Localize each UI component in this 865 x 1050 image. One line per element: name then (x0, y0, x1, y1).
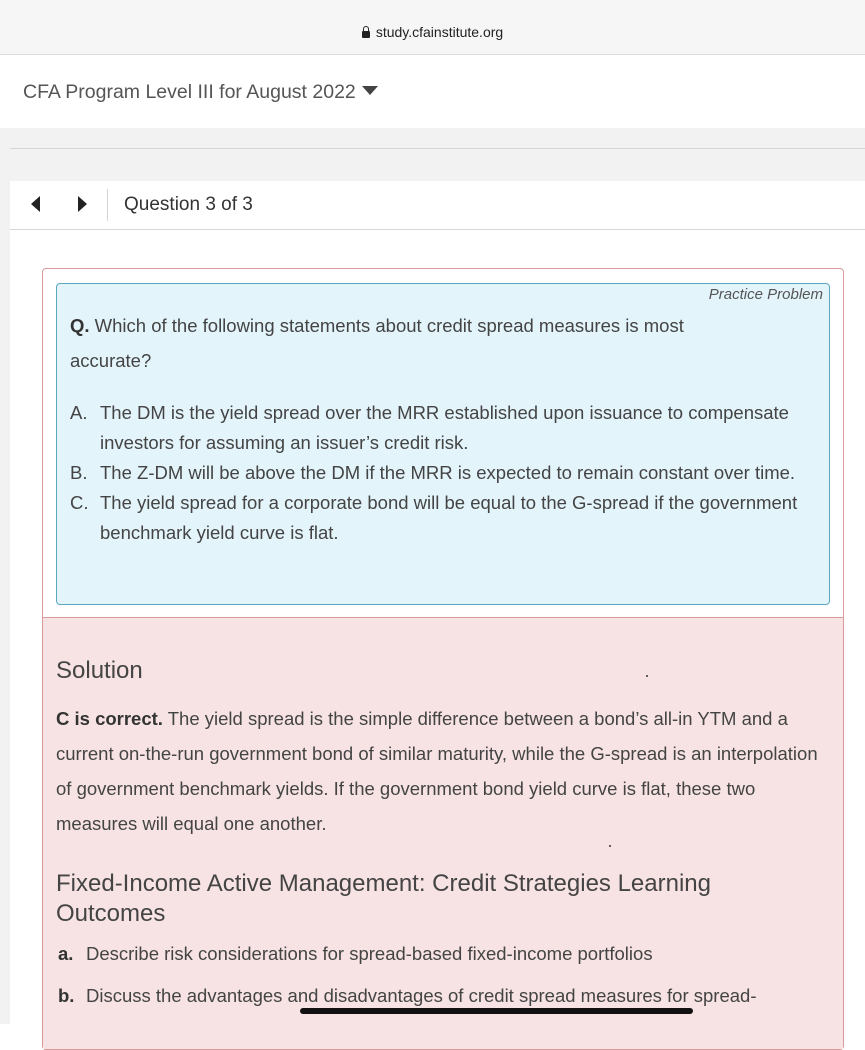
url-text: study.cfainstitute.org (375, 24, 504, 40)
question-box (56, 283, 830, 605)
answer-options (70, 398, 815, 548)
stray-dot (646, 675, 648, 677)
list-item-letter: a. (58, 943, 74, 964)
learning-outcomes-title: Fixed-Income Active Management: Credit Strategies Learning Outcomes (56, 870, 711, 927)
option-a[interactable] (70, 398, 815, 458)
solution-lead: C is correct. (56, 708, 163, 729)
list-item-text: Discuss the advantages and disadvantages of credit spread measures for spread- (86, 985, 757, 1006)
option-letter: C. (70, 492, 89, 513)
question-card (42, 268, 844, 1050)
lock-icon (362, 31, 370, 38)
option-c[interactable] (70, 488, 815, 548)
divider (10, 148, 865, 149)
url-display[interactable] (0, 24, 865, 40)
page-gutter (0, 181, 10, 1024)
question-body: Which of the following statements about credit spread measures is most accurate? (70, 315, 684, 371)
list-item (58, 981, 818, 1011)
question-text (70, 308, 770, 378)
option-b[interactable] (70, 458, 815, 488)
home-indicator[interactable] (300, 1008, 693, 1014)
question-prefix: Q. (70, 315, 90, 336)
toolbar-band (0, 128, 865, 181)
solution-text (56, 701, 836, 841)
stray-dot (609, 845, 611, 847)
list-item-text: Describe risk considerations for spread-based fixed-income portfolios (86, 943, 653, 964)
previous-question-button[interactable] (31, 196, 40, 212)
list-item-letter: b. (58, 985, 75, 1006)
solution-title: Solution (56, 657, 143, 684)
option-text: The Z-DM will be above the DM if the MRR is expected to remain constant over time. (100, 462, 796, 483)
practice-problem-tag: Practice Problem (708, 286, 823, 303)
next-question-button[interactable] (78, 196, 87, 212)
solution-body: The yield spread is the simple difference between a bond’s all-in YTM and a current on-the-run government bond of similar maturity, while the G-spread is an interpolation of government benchmark yields. If the government bond yield curve is flat, these two measures will equal one another. (56, 708, 818, 834)
option-letter: A. (70, 402, 88, 423)
list-item (58, 939, 818, 969)
question-nav (10, 181, 865, 230)
caret-down-icon (362, 86, 378, 95)
option-letter: B. (70, 462, 88, 483)
browser-url-bar[interactable] (0, 0, 865, 55)
option-text: The DM is the yield spread over the MRR established upon issuance to compensate investors for assuming an issuer’s credit risk. (100, 402, 789, 453)
program-selector[interactable] (23, 81, 378, 104)
program-title: CFA Program Level III for August 2022 (23, 81, 356, 103)
nav-divider (107, 189, 108, 221)
option-text: The yield spread for a corporate bond will be equal to the G-spread if the government benchmark yield curve is flat. (100, 492, 798, 543)
program-header (0, 55, 865, 128)
question-counter: Question 3 of 3 (124, 194, 253, 215)
